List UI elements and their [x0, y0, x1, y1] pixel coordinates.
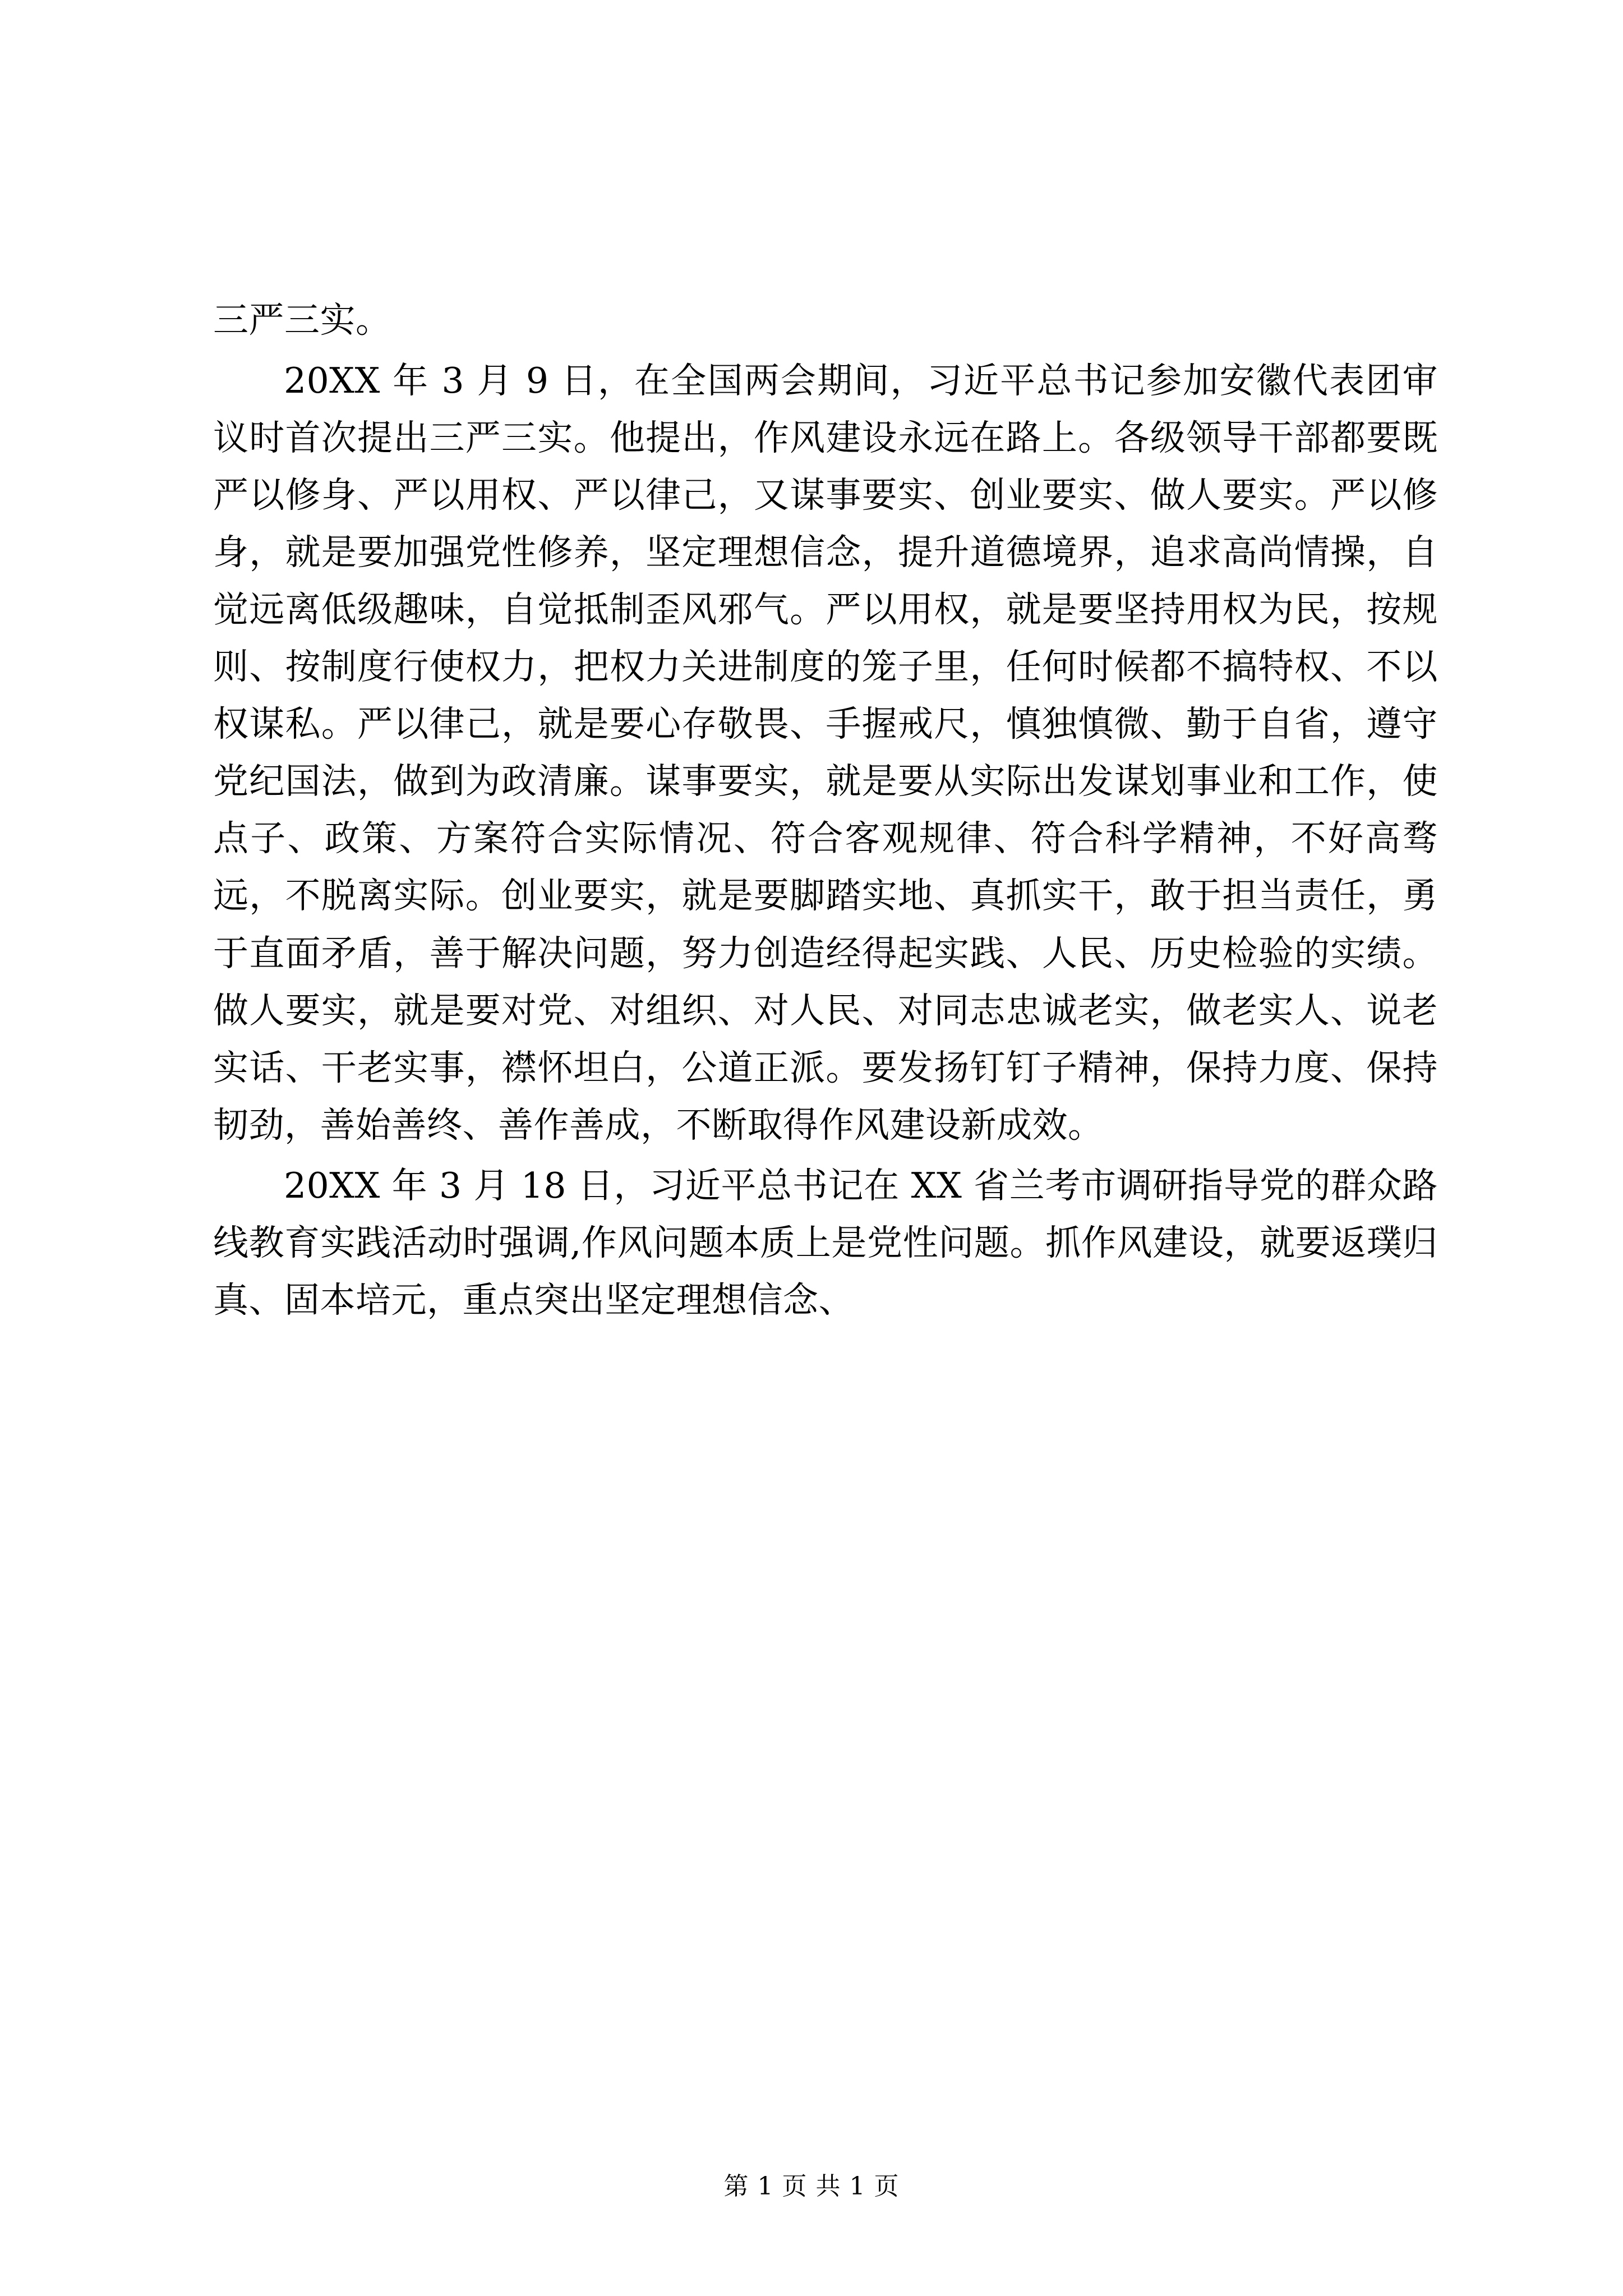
page-footer: 第 1 页 共 1 页 [723, 2172, 900, 2201]
document-body [213, 292, 1438, 1329]
paragraph-2: 20XX 年 3 月 9 日，在全国两会期间，习近平总书记参加安徽代表团审议时首次提出三严三实。他提出，作风建设永远在路上。各级领导干部都要既严以修身、严以用权、严以律己，又谋事要实、创业要实、做人要实。严以修身，就是要加强党性修养，坚定理想信念，提升道德境界，追求高尚情操，自觉远离低级趣味，自觉抵制歪风邪气。严以用权，就是要坚持用权为民，按规则、按制度行使权力，把权力关进制度的笼子里，任何时候都不搞特权、不以权谋私。严以律己，就是要心存敬畏、手握戒尺，慎独慎微、勤于自省，遵守党纪国法，做到为政清廉。谋事要实，就是要从实际出发谋划事业和工作，使点子、政策、方案符合实际情况、符合客观规律、符合科学精神，不好高骛远，不脱离实际。创业要实，就是要脚踏实地、真抓实干，敢于担当责任，勇于直面矛盾，善于解决问题，努力创造经得起实践、人民、历史检验的实绩。做人要实，就是要对党、对组织、对人民、对同志忠诚老实，做老实人、说老实话、干老实事，襟怀坦白，公道正派。要发扬钉钉子精神，保持力度、保持韧劲，善始善终、善作善成，不断取得作风建设新成效。 [213, 360, 1438, 1145]
paragraph-1: 三严三实。 [213, 300, 391, 341]
paragraph-3: 20XX 年 3 月 18 日，习近平总书记在 XX 省兰考市调研指导党的群众路线教育实践活动时强调,作风问题本质上是党性问题。抓作风建设，就要返璞归真、固本培元，重点突出坚定理想信念、 [213, 1165, 1438, 1320]
